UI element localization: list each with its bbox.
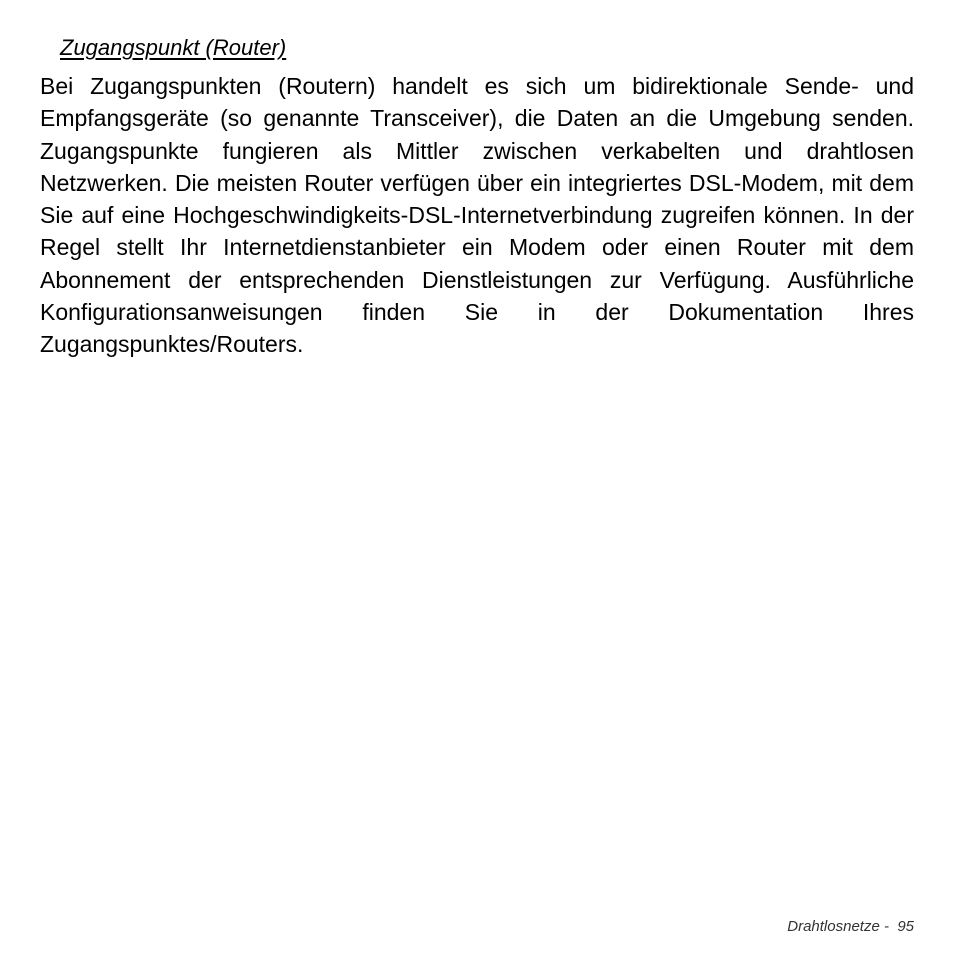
page-footer	[787, 918, 914, 936]
footer-separator: -	[879, 918, 898, 935]
body-paragraph: Bei Zugangspunkten (Routern) handelt es sich um bidirektionale Sende- und Empfangsgeräte (so genannte Transceiver), die Daten an die Umgebung senden. Zugangspunkte fungieren als Mittler zwischen verkabelten und drahtlosen Netzwerken. Die meisten Router verfügen über ein integriertes DSL-Modem, mit dem Sie auf eine Hochgeschwindigkeits-DSL-Internetverbindung zugreifen können. In der Regel stellt Ihr Internetdienstanbieter ein Modem oder einen Router mit dem Abonnement der entsprechenden Dienstleistungen zur Verfügung. Ausführliche Konfigurationsanweisungen finden Sie in der Dokumentation Ihres Zugangspunktes/Routers.	[40, 73, 914, 358]
section-heading: Zugangspunkt (Router)	[60, 35, 287, 60]
footer-page-number: 95	[897, 918, 914, 935]
footer-chapter: Drahtlosnetze	[787, 918, 880, 935]
